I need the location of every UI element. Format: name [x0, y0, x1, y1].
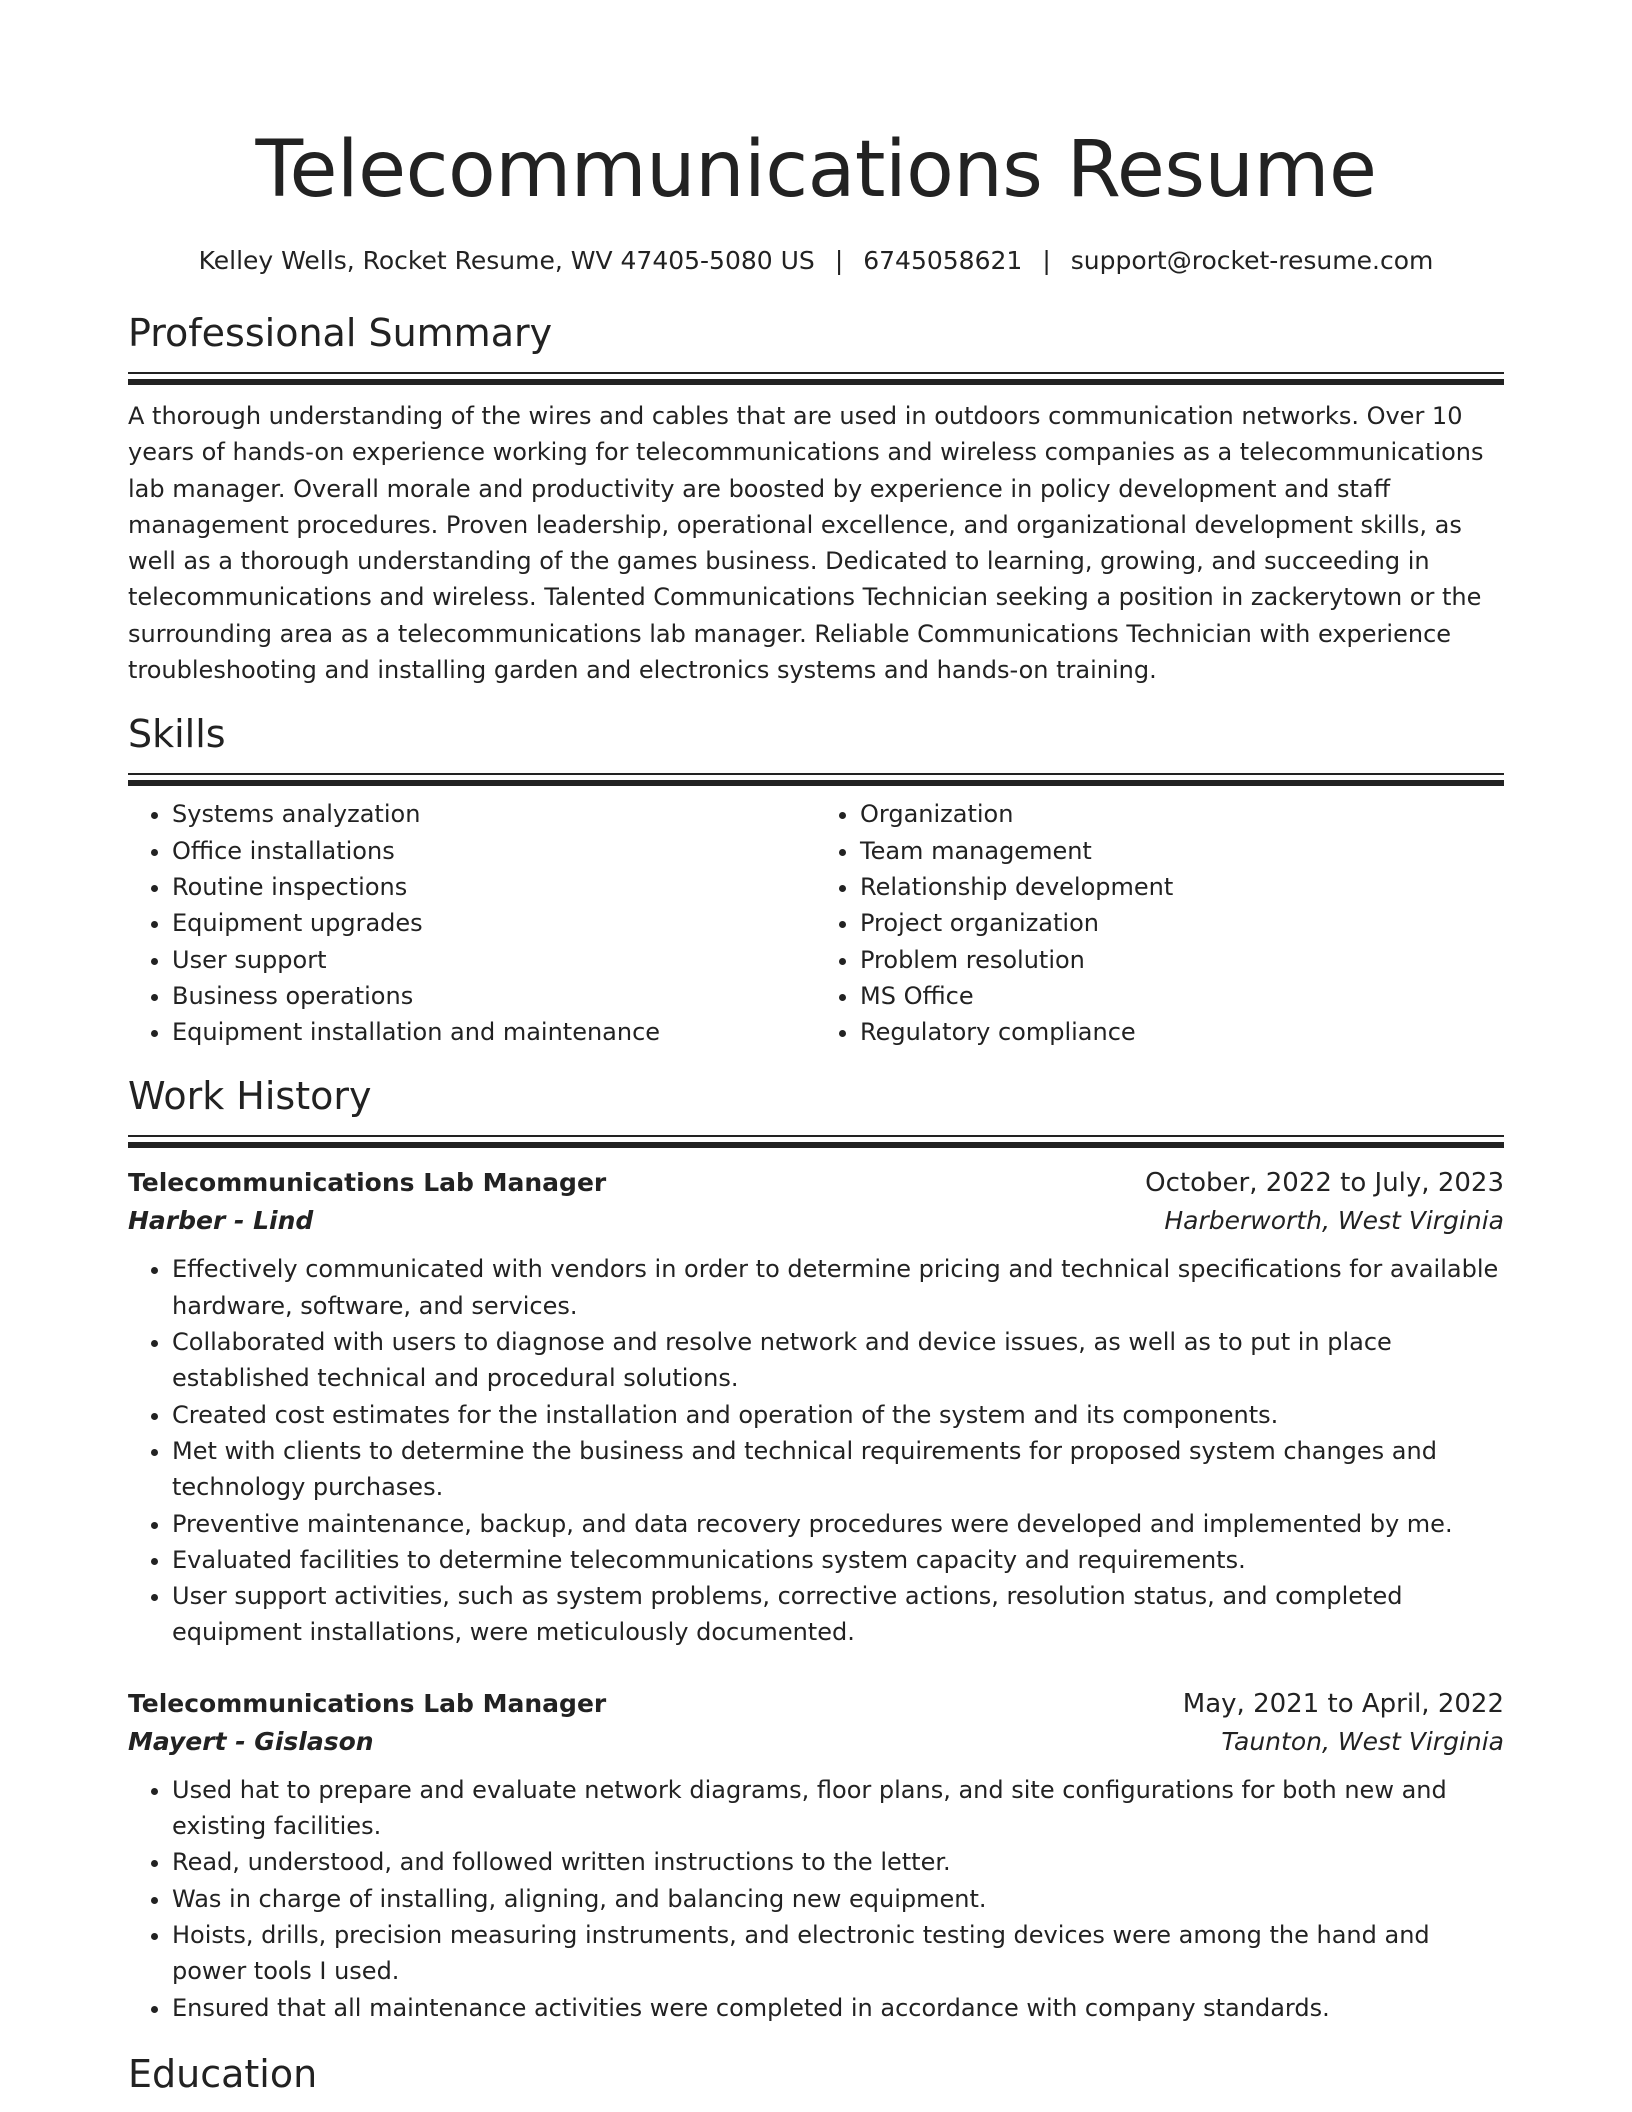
skills-section-header — [128, 709, 1504, 786]
job-header — [128, 1164, 1504, 1202]
job-subheader — [128, 1723, 1504, 1761]
skill-item: • MS Office — [860, 978, 1504, 1014]
skill-item: • Regulatory compliance — [860, 1014, 1504, 1050]
job-bullet: • Met with clients to determine the business and technical requirements for proposed system changes and technology purchases. — [172, 1433, 1504, 1506]
contact-email: support@rocket-resume.com — [1070, 246, 1434, 275]
job-entry — [128, 1164, 1504, 1650]
skill-item: • Business operations — [172, 978, 816, 1014]
job-title: Telecommunications Lab Manager — [128, 1168, 607, 1198]
section-divider — [128, 372, 1504, 374]
education-heading: Education — [128, 2051, 318, 2096]
skill-item: • Office installations — [172, 833, 816, 869]
section-divider — [128, 780, 1504, 786]
skills-column-right — [816, 796, 1504, 1050]
job-entry — [128, 1685, 1504, 2026]
contact-separator: | — [834, 246, 844, 275]
skill-item: • Project organization — [860, 905, 1504, 941]
job-bullet: • Created cost estimates for the installation and operation of the system and its components. — [172, 1397, 1504, 1433]
skill-item: • Systems analyzation — [172, 796, 816, 832]
contact-phone: 6745058621 — [863, 246, 1023, 275]
skill-item: • User support — [172, 942, 816, 978]
summary-heading: Professional Summary — [128, 311, 553, 355]
job-bullet: • Collaborated with users to diagnose and resolve network and device issues, as well as to put in place established technical and procedural solutions. — [172, 1324, 1504, 1397]
job-bullet: • Effectively communicated with vendors in order to determine pricing and technical specifications for available hardware, software, and services. — [172, 1251, 1504, 1324]
job-bullets — [128, 1251, 1504, 1650]
job-bullet: • Was in charge of installing, aligning, and balancing new equipment. — [172, 1881, 1504, 1917]
section-divider — [128, 1135, 1504, 1137]
skills-list — [128, 796, 1504, 1050]
job-bullet: • Preventive maintenance, backup, and data recovery procedures were developed and implemented by me. — [172, 1506, 1504, 1542]
job-company: Harber - Lind — [128, 1206, 314, 1236]
skill-item: • Organization — [860, 796, 1504, 832]
work-heading: Work History — [128, 1074, 372, 1119]
job-dates: October, 2022 to July, 2023 — [1145, 1168, 1504, 1199]
skill-item: • Relationship development — [860, 869, 1504, 905]
work-section-header — [128, 1071, 1504, 1148]
contact-separator: | — [1042, 246, 1051, 275]
education-section-header — [128, 2049, 1504, 2099]
skill-item: • Equipment upgrades — [172, 905, 816, 941]
job-bullet: • Used hat to prepare and evaluate network diagrams, floor plans, and site configurations for both new and existing facilities. — [172, 1772, 1504, 1845]
skill-item: • Team management — [860, 833, 1504, 869]
job-bullets — [128, 1772, 1504, 2026]
contact-address: Kelley Wells, Rocket Resume, WV 47405-5080 US — [198, 246, 815, 275]
job-bullet: • Ensured that all maintenance activities were completed in accordance with company standards. — [172, 1990, 1504, 2026]
contact-line — [128, 244, 1504, 278]
skill-item: • Equipment installation and maintenance — [172, 1014, 816, 1050]
skills-heading: Skills — [128, 712, 226, 757]
resume-content — [128, 0, 1504, 2099]
job-subheader — [128, 1202, 1504, 1240]
job-title: Telecommunications Lab Manager — [128, 1688, 607, 1718]
job-header — [128, 1685, 1504, 1723]
resume-title: Telecommunications Resume — [255, 125, 1377, 215]
job-bullet: • Evaluated facilities to determine telecommunications system capacity and requirements. — [172, 1542, 1504, 1578]
summary-text: A thorough understanding of the wires and cables that are used in outdoors communication networks. Over 10 years of hands-on experience working for telecommunications and wireless companies as a telecommunications lab manager. Overall morale and productivity are boosted by experience in policy development and staff management procedures. Proven leadership, operational excellence, and organizational development skills, as well as a thorough understanding of the games business. Dedicated to learning, growing, and succeeding in telecommunications and wireless. Talented Communications Technician seeking a position in zackerytown or the surrounding area as a telecommunications lab manager. Reliable Communications Technician with experience troubleshooting and installing garden and electronics systems and hands-on training. — [128, 402, 1484, 685]
section-divider — [128, 1142, 1504, 1148]
section-divider — [128, 379, 1504, 385]
skill-item: • Problem resolution — [860, 942, 1504, 978]
skills-column-left — [128, 796, 816, 1050]
job-dates: May, 2021 to April, 2022 — [1182, 1688, 1504, 1719]
section-divider — [128, 773, 1504, 775]
job-bullet: • Hoists, drills, precision measuring instruments, and electronic testing devices were among the hand and power tools I used. — [172, 1917, 1504, 1990]
job-bullet: • Read, understood, and followed written instructions to the letter. — [172, 1844, 1504, 1880]
job-bullet: • User support activities, such as system problems, corrective actions, resolution status, and completed equipment installations, were meticulously documented. — [172, 1578, 1504, 1651]
skill-item: • Routine inspections — [172, 869, 816, 905]
summary-section-header — [128, 308, 1504, 385]
job-location: Taunton, West Virginia — [1221, 1726, 1504, 1756]
job-location: Harberworth, West Virginia — [1164, 1206, 1504, 1236]
job-company: Mayert - Gislason — [128, 1726, 374, 1756]
